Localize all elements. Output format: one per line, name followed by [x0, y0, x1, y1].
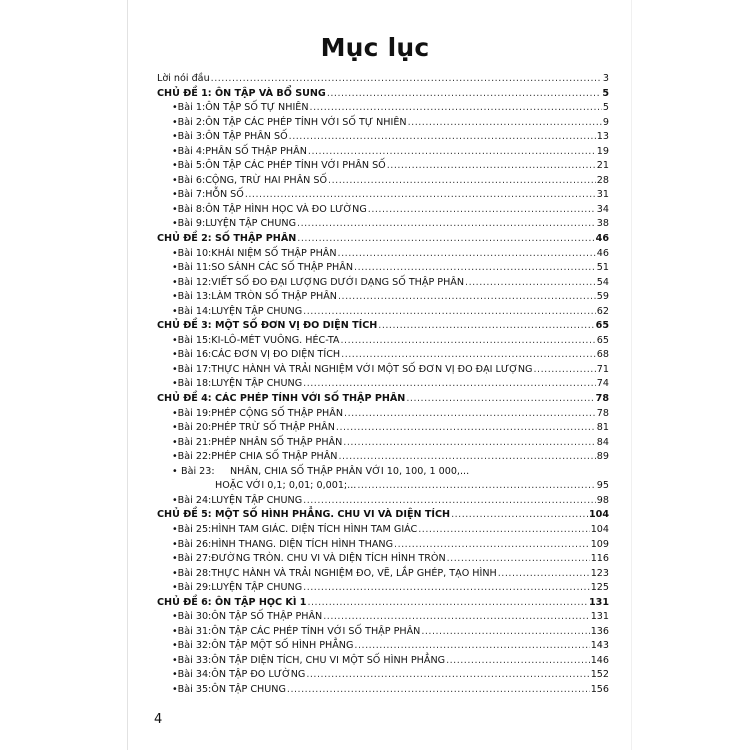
- toc-lesson-7[interactable]: [157, 188, 609, 203]
- lesson-title: HÌNH TAM GIÁC. DIỆN TÍCH HÌNH TAM GIÁC: [211, 523, 418, 535]
- bullet-icon: •: [172, 160, 178, 172]
- dot-leader: [451, 508, 588, 523]
- toc-lesson-25[interactable]: [157, 523, 609, 538]
- page-ref: 104: [588, 509, 609, 521]
- dot-leader: [408, 116, 602, 131]
- lesson-number: Bài 1:: [177, 102, 206, 114]
- toc-lesson-23[interactable]: [157, 465, 609, 480]
- dot-leader: [327, 87, 602, 102]
- page-ref: 28: [596, 174, 609, 186]
- page-ref: 89: [596, 451, 609, 463]
- toc-chapter-3[interactable]: [157, 319, 609, 334]
- dot-leader: [341, 348, 596, 363]
- toc-lesson-35[interactable]: [157, 683, 609, 698]
- page-ref: 38: [596, 218, 609, 230]
- bullet-icon: •: [172, 116, 178, 128]
- bullet-icon: •: [172, 451, 178, 463]
- dot-leader: [303, 305, 596, 320]
- lesson-number: Bài 6:: [177, 174, 206, 186]
- page-ref: 31: [596, 189, 609, 201]
- dot-leader: [446, 654, 590, 669]
- toc-lesson-17[interactable]: [157, 363, 609, 378]
- lesson-title: ÔN TẬP CÁC PHÉP TÍNH VỚI SỐ TỰ NHIÊN: [205, 116, 407, 128]
- toc-chapter-5[interactable]: [157, 508, 609, 523]
- chapter-label: CHỦ ĐỀ 6: ÔN TẬP HỌC KÌ 1: [157, 596, 307, 608]
- page-ref: 9: [602, 116, 609, 128]
- lesson-number: Bài 15:: [177, 334, 212, 346]
- toc-lesson-1[interactable]: [157, 101, 609, 116]
- page-ref: 84: [596, 436, 609, 448]
- dot-leader: [421, 625, 589, 640]
- toc-lesson-8[interactable]: [157, 203, 609, 218]
- lesson-number: Bài 10:: [177, 247, 212, 259]
- page-ref: 71: [596, 363, 609, 375]
- bullet-icon: •: [172, 262, 178, 274]
- page-ref: 68: [596, 349, 609, 361]
- page-ref: 136: [590, 625, 609, 637]
- toc-lesson-18[interactable]: [157, 377, 609, 392]
- lesson-number: Bài 28:: [177, 567, 212, 579]
- page-ref: 123: [590, 567, 609, 579]
- dot-leader: [310, 101, 602, 116]
- lesson-title: ÔN TẬP ĐO LƯỜNG: [211, 669, 306, 681]
- page-ref: 21: [596, 160, 609, 172]
- lesson-number: Bài 14:: [177, 305, 212, 317]
- bullet-icon: •: [172, 349, 178, 361]
- dot-leader: [338, 450, 595, 465]
- dot-leader: [338, 247, 596, 262]
- dot-leader: [308, 145, 596, 160]
- bullet-icon: •: [172, 363, 178, 375]
- dot-leader: [343, 436, 596, 451]
- toc-lesson-29[interactable]: [157, 581, 609, 596]
- lesson-number: Bài 3:: [177, 131, 206, 143]
- dot-leader: [336, 421, 596, 436]
- page-ref: 34: [596, 203, 609, 215]
- toc-lesson-2[interactable]: [157, 116, 609, 131]
- lesson-title: ĐƯỜNG TRÒN. CHU VI VÀ DIỆN TÍCH HÌNH TRÒN: [211, 553, 446, 565]
- lesson-title: HỖN SỐ: [205, 189, 244, 201]
- dot-leader: [406, 392, 594, 407]
- dot-leader: [287, 683, 590, 698]
- page-ref: 146: [590, 654, 609, 666]
- dot-leader: [354, 639, 589, 654]
- bullet-icon: •: [172, 683, 178, 695]
- dot-leader: [378, 319, 594, 334]
- toc-lesson-13[interactable]: [157, 290, 609, 305]
- page-ref: 46: [595, 233, 609, 245]
- lesson-title: ÔN TẬP CÁC PHÉP TÍNH VỚI SỐ THẬP PHÂN: [211, 625, 421, 637]
- dot-leader: [357, 479, 595, 494]
- dot-leader: [303, 581, 590, 596]
- toc-preface[interactable]: [157, 72, 609, 87]
- page-ref: 19: [596, 145, 609, 157]
- lesson-number: Bài 7:: [177, 189, 206, 201]
- lesson-title: THỰC HÀNH VÀ TRẢI NGHIỆM ĐO, VẼ, LẮP GHÉP, TẠO HÌNH: [211, 567, 497, 579]
- toc-lesson-15[interactable]: [157, 334, 609, 349]
- lesson-number: Bài 35:: [177, 683, 212, 695]
- chapter-label: CHỦ ĐỀ 2: SỐ THẬP PHÂN: [157, 233, 297, 245]
- lesson-title: LUYỆN TẬP CHUNG: [211, 582, 303, 594]
- bullet-icon: •: [172, 203, 178, 215]
- lesson-title: VIẾT SỐ ĐO ĐẠI LƯỢNG DƯỚI DẠNG SỐ THẬP PHÂN: [211, 276, 465, 288]
- dot-leader: [534, 363, 596, 378]
- dot-leader: [394, 538, 590, 553]
- lesson-number: Bài 5:: [177, 160, 206, 172]
- table-of-contents: [157, 72, 609, 698]
- page-ref: 116: [590, 553, 609, 565]
- page-ref: 125: [590, 582, 609, 594]
- lesson-title: SO SÁNH CÁC SỐ THẬP PHÂN: [211, 262, 354, 274]
- toc-lesson-26[interactable]: [157, 538, 609, 553]
- preface-label: Lời nói đầu: [157, 73, 210, 84]
- toc-lesson-34[interactable]: [157, 668, 609, 683]
- lesson-title: PHÉP CHIA SỐ THẬP PHÂN: [211, 451, 338, 463]
- lesson-number: Bài 12:: [177, 276, 212, 288]
- toc-lesson-32[interactable]: [157, 639, 609, 654]
- lesson-number: Bài 29:: [177, 582, 212, 594]
- lesson-title: HÌNH THANG. DIỆN TÍCH HÌNH THANG: [211, 538, 394, 550]
- bullet-icon: •: [172, 553, 178, 565]
- dot-leader: [354, 261, 596, 276]
- dot-leader: [211, 72, 602, 87]
- lesson-number: Bài 9:: [177, 218, 206, 230]
- dot-leader: [306, 668, 589, 683]
- toc-lesson-9[interactable]: [157, 217, 609, 232]
- toc-lesson-4[interactable]: [157, 145, 609, 160]
- lesson-title: LUYỆN TẬP CHUNG: [211, 494, 303, 506]
- bullet-icon: •: [172, 305, 178, 317]
- bullet-icon: •: [172, 538, 178, 550]
- lesson-title: PHÂN SỐ THẬP PHÂN: [205, 145, 307, 157]
- toc-chapter-6[interactable]: [157, 596, 609, 611]
- dot-leader: [341, 334, 596, 349]
- bullet-icon: •: [172, 189, 178, 201]
- bullet-icon: •: [172, 582, 178, 594]
- bullet-icon: •: [172, 669, 178, 681]
- page-ref: 143: [590, 640, 609, 652]
- toc-lesson-30[interactable]: [157, 610, 609, 625]
- page-ref: 51: [596, 262, 609, 274]
- lesson-number: Bài 24:: [177, 494, 212, 506]
- page-edge-left: [127, 0, 128, 750]
- lesson-number: Bài 25:: [177, 523, 212, 535]
- lesson-title: KI-LÔ-MÉT VUÔNG. HÉC-TA: [211, 334, 340, 346]
- dot-leader: [328, 174, 596, 189]
- toc-lesson-14[interactable]: [157, 305, 609, 320]
- dot-leader: [323, 610, 589, 625]
- page-ref: 81: [596, 422, 609, 434]
- lesson-title: PHÉP TRỪ SỐ THẬP PHÂN: [211, 422, 335, 434]
- toc-lesson-12[interactable]: [157, 276, 609, 291]
- bullet-icon: •: [172, 247, 178, 259]
- page-ref: 152: [590, 669, 609, 681]
- page-ref: 78: [595, 393, 609, 405]
- chapter-label: CHỦ ĐỀ 4: CÁC PHÉP TÍNH VỚI SỐ THẬP PHÂN: [157, 393, 406, 405]
- bullet-icon: •: [172, 407, 178, 419]
- bullet-icon: •: [172, 523, 178, 535]
- chapter-label: CHỦ ĐỀ 1: ÔN TẬP VÀ BỔ SUNG: [157, 87, 326, 99]
- lesson-title: ÔN TẬP SỐ TỰ NHIÊN: [205, 102, 309, 114]
- toc-lesson-31[interactable]: [157, 625, 609, 640]
- lesson-number: Bài 23:: [181, 465, 215, 477]
- dot-leader: [465, 276, 596, 291]
- bullet-icon: •: [172, 625, 178, 637]
- lesson-title: ÔN TẬP CHUNG: [211, 683, 286, 695]
- toc-lesson-11[interactable]: [157, 261, 609, 276]
- bullet-icon: •: [172, 567, 178, 579]
- toc-lesson-27[interactable]: [157, 552, 609, 567]
- page-number: 4: [154, 712, 163, 727]
- lesson-number: Bài 31:: [177, 625, 212, 637]
- lesson-number: Bài 20:: [177, 422, 212, 434]
- toc-chapter-2[interactable]: [157, 232, 609, 247]
- toc-lesson-24[interactable]: [157, 494, 609, 509]
- page-ref: 109: [590, 538, 609, 550]
- lesson-title-continued: HOẶC VỚI 0,1; 0,01; 0,001;...: [215, 480, 357, 492]
- page-ref: 74: [596, 378, 609, 390]
- dot-leader: [338, 290, 596, 305]
- lesson-number: Bài 27:: [177, 553, 212, 565]
- bullet-icon: •: [172, 494, 178, 506]
- lesson-number: Bài 26:: [177, 538, 212, 550]
- dot-leader: [303, 494, 596, 509]
- toc-lesson-20[interactable]: [157, 421, 609, 436]
- toc-chapter-1[interactable]: [157, 87, 609, 102]
- lesson-number: Bài 4:: [177, 145, 206, 157]
- page-ref: 65: [596, 334, 609, 346]
- lesson-title: THỰC HÀNH VÀ TRẢI NGHIỆM VỚI MỘT SỐ ĐƠN VỊ ĐO ĐẠI LƯỢNG: [211, 363, 533, 375]
- bullet-icon: •: [172, 640, 178, 652]
- chapter-label: CHỦ ĐỀ 5: MỘT SỐ HÌNH PHẲNG. CHU VI VÀ DIỆN TÍCH: [157, 509, 451, 521]
- toc-lesson-19[interactable]: [157, 407, 609, 422]
- bullet-icon: •: [172, 218, 178, 230]
- lesson-title: LUYỆN TẬP CHUNG: [211, 378, 303, 390]
- bullet-icon: •: [172, 131, 178, 143]
- page-ref: 131: [588, 596, 609, 608]
- dot-leader: [387, 159, 596, 174]
- dot-leader: [297, 217, 596, 232]
- page-ref: 3: [602, 73, 609, 84]
- lesson-number: Bài 2:: [177, 116, 206, 128]
- lesson-number: Bài 11:: [177, 262, 212, 274]
- lesson-title: CỘNG, TRỪ HAI PHÂN SỐ: [205, 174, 328, 186]
- lesson-number: Bài 34:: [177, 669, 212, 681]
- bullet-icon: •: [172, 378, 178, 390]
- bullet-icon: •: [172, 174, 178, 186]
- page-ref: 65: [595, 320, 609, 332]
- lesson-number: Bài 8:: [177, 203, 206, 215]
- toc-lesson-28[interactable]: [157, 567, 609, 582]
- lesson-number: Bài 30:: [177, 611, 212, 623]
- toc-chapter-4[interactable]: [157, 392, 609, 407]
- dot-leader: [498, 567, 590, 582]
- lesson-number: Bài 18:: [177, 378, 212, 390]
- lesson-title: LÀM TRÒN SỐ THẬP PHÂN: [211, 291, 337, 303]
- page-title: Mục lục: [320, 33, 430, 62]
- dot-leader: [418, 523, 589, 538]
- lesson-number: Bài 22:: [177, 451, 212, 463]
- bullet-icon: •: [172, 611, 178, 623]
- lesson-number: Bài 13:: [177, 291, 212, 303]
- chapter-label: CHỦ ĐỀ 3: MỘT SỐ ĐƠN VỊ ĐO DIỆN TÍCH: [157, 320, 378, 332]
- dot-leader: [344, 407, 596, 422]
- page-ref: 131: [590, 611, 609, 623]
- dot-leader: [289, 130, 596, 145]
- page-ref: 5: [602, 87, 609, 99]
- lesson-title: NHÂN, CHIA SỐ THẬP PHÂN VỚI 10, 100, 1 000,...: [230, 465, 470, 477]
- lesson-number: Bài 32:: [177, 640, 212, 652]
- lesson-title: ÔN TẬP HÌNH HỌC VÀ ĐO LƯỜNG: [205, 203, 367, 215]
- page-ref: 95: [596, 480, 609, 492]
- toc-lesson-5[interactable]: [157, 159, 609, 174]
- lesson-title: KHÁI NIỆM SỐ THẬP PHÂN: [211, 247, 337, 259]
- page-ref: 5: [602, 102, 609, 114]
- toc-lesson-33[interactable]: [157, 654, 609, 669]
- lesson-title: ÔN TẬP PHÂN SỐ: [205, 131, 288, 143]
- bullet-icon: •: [172, 334, 178, 346]
- lesson-title: LUYỆN TẬP CHUNG: [211, 305, 303, 317]
- dot-leader: [297, 232, 594, 247]
- lesson-title: PHÉP CỘNG SỐ THẬP PHÂN: [211, 407, 344, 419]
- lesson-number: Bài 19:: [177, 407, 212, 419]
- page-ref: 78: [596, 407, 609, 419]
- page-ref: 46: [596, 247, 609, 259]
- dot-leader: [447, 552, 590, 567]
- page-ref: 156: [590, 683, 609, 695]
- lesson-title: ÔN TẬP DIỆN TÍCH, CHU VI MỘT SỐ HÌNH PHẲNG: [211, 654, 446, 666]
- lesson-title: ÔN TẬP MỘT SỐ HÌNH PHẲNG: [211, 640, 354, 652]
- lesson-number: Bài 21:: [177, 436, 212, 448]
- dot-leader: [303, 377, 596, 392]
- bullet-icon: •: [172, 102, 178, 114]
- toc-lesson-23-continued[interactable]: [157, 479, 609, 494]
- toc-lesson-10[interactable]: [157, 247, 609, 262]
- lesson-title: ÔN TẬP CÁC PHÉP TÍNH VỚI PHÂN SỐ: [205, 160, 386, 172]
- toc-lesson-16[interactable]: [157, 348, 609, 363]
- bullet-icon: •: [172, 291, 178, 303]
- lesson-number: Bài 33:: [177, 654, 212, 666]
- page-ref: 62: [596, 305, 609, 317]
- lesson-title: ÔN TẬP SỐ THẬP PHÂN: [211, 611, 323, 623]
- page-edge-right: [631, 0, 632, 750]
- page-ref: 59: [596, 291, 609, 303]
- page-ref: 98: [596, 494, 609, 506]
- lesson-number: Bài 17:: [177, 363, 212, 375]
- dot-leader: [245, 188, 596, 203]
- bullet-icon: •: [172, 422, 178, 434]
- toc-lesson-6[interactable]: [157, 174, 609, 189]
- toc-lesson-22[interactable]: [157, 450, 609, 465]
- lesson-title: CÁC ĐƠN VỊ ĐO DIỆN TÍCH: [211, 349, 341, 361]
- bullet-icon: •: [172, 436, 178, 448]
- bullet-icon: •: [172, 276, 178, 288]
- page-ref: 54: [596, 276, 609, 288]
- bullet-icon: •: [172, 145, 178, 157]
- dot-leader: [307, 596, 588, 611]
- page-ref: 104: [590, 523, 609, 535]
- lesson-number: Bài 16:: [177, 349, 212, 361]
- dot-leader: [368, 203, 596, 218]
- bullet-icon: •: [172, 465, 178, 477]
- lesson-title: PHÉP NHÂN SỐ THẬP PHÂN: [211, 436, 343, 448]
- toc-lesson-21[interactable]: [157, 436, 609, 451]
- page-ref: 13: [596, 131, 609, 143]
- bullet-icon: •: [172, 654, 178, 666]
- toc-lesson-3[interactable]: [157, 130, 609, 145]
- lesson-title: LUYỆN TẬP CHUNG: [205, 218, 297, 230]
